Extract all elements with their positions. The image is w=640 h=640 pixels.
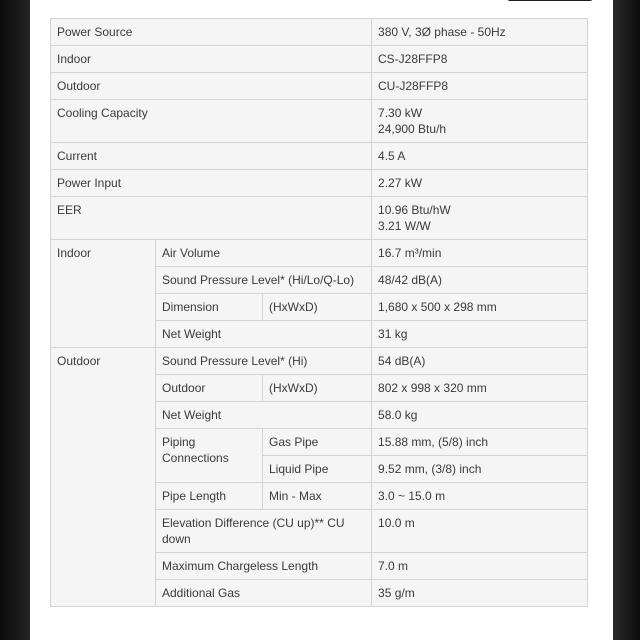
spec-value: 35 g/m — [372, 580, 588, 607]
spec-row-outdoor-sound — [51, 348, 588, 375]
spec-value: CU-J28FFP8 — [372, 73, 588, 100]
spec-label: Outdoor — [156, 375, 263, 402]
spec-label: Air Volume — [156, 240, 372, 267]
spec-row-indoor-air-volume — [51, 240, 588, 267]
spec-label: Net Weight — [156, 321, 372, 348]
spec-label: Additional Gas — [156, 580, 372, 607]
spec-value: 54 dB(A) — [372, 348, 588, 375]
spec-label: Pipe Length — [156, 483, 263, 510]
spec-value: 802 x 998 x 320 mm — [372, 375, 588, 402]
spec-value: 10.0 m — [372, 510, 588, 553]
spec-value: 31 kg — [372, 321, 588, 348]
value-line: 24,900 Btu/h — [378, 122, 447, 136]
spec-label: Elevation Difference (CU up)** CU down — [156, 510, 372, 553]
spec-value: CS-J28FFP8 — [372, 46, 588, 73]
section-label-outdoor: Outdoor — [51, 348, 156, 607]
spec-sublabel: Liquid Pipe — [263, 456, 372, 483]
device-bezel-left — [0, 0, 30, 640]
spec-label: Net Weight — [156, 402, 372, 429]
spec-label: Indoor — [51, 46, 372, 73]
spec-label: Current — [51, 143, 372, 170]
spec-row-power-source — [51, 19, 588, 46]
spec-value: 4.5 A — [372, 143, 588, 170]
spec-value: 48/42 dB(A) — [372, 267, 588, 294]
spec-value: 9.52 mm, (3/8) inch — [372, 456, 588, 483]
spec-value: 7.0 m — [372, 553, 588, 580]
section-label-indoor: Indoor — [51, 240, 156, 348]
spec-page — [30, 0, 613, 640]
value-line: 7.30 kW — [378, 106, 423, 120]
spec-row-indoor-model — [51, 46, 588, 73]
spec-label: Cooling Capacity — [51, 100, 372, 143]
spec-value: 380 V, 3Ø phase - 50Hz — [372, 19, 588, 46]
value-line: 10.96 Btu/hW — [378, 203, 451, 217]
specifications-table — [50, 18, 588, 607]
spec-value: 16.7 m³/min — [372, 240, 588, 267]
top-button-edge — [507, 0, 593, 1]
spec-sublabel: Min - Max — [263, 483, 372, 510]
spec-label: Maximum Chargeless Length — [156, 553, 372, 580]
spec-row-current — [51, 143, 588, 170]
spec-value — [372, 100, 588, 143]
spec-label: Power Source — [51, 19, 372, 46]
spec-sublabel: (HxWxD) — [263, 375, 372, 402]
spec-label: EER — [51, 197, 372, 240]
spec-row-outdoor-model — [51, 73, 588, 100]
spec-row-power-input — [51, 170, 588, 197]
spec-row-eer — [51, 197, 588, 240]
spec-sublabel: (HxWxD) — [263, 294, 372, 321]
spec-label: Piping Connections — [156, 429, 263, 483]
spec-label: Power Input — [51, 170, 372, 197]
spec-row-cooling-capacity — [51, 100, 588, 143]
spec-label: Outdoor — [51, 73, 372, 100]
spec-label: Dimension — [156, 294, 263, 321]
spec-value: 15.88 mm, (5/8) inch — [372, 429, 588, 456]
spec-sublabel: Gas Pipe — [263, 429, 372, 456]
value-line: 3.21 W/W — [378, 219, 431, 233]
spec-value: 2.27 kW — [372, 170, 588, 197]
spec-value — [372, 197, 588, 240]
spec-label: Sound Pressure Level* (Hi) — [156, 348, 372, 375]
spec-value: 3.0 ~ 15.0 m — [372, 483, 588, 510]
spec-value: 1,680 x 500 x 298 mm — [372, 294, 588, 321]
device-bezel-right — [613, 0, 640, 640]
spec-value: 58.0 kg — [372, 402, 588, 429]
spec-label: Sound Pressure Level* (Hi/Lo/Q-Lo) — [156, 267, 372, 294]
